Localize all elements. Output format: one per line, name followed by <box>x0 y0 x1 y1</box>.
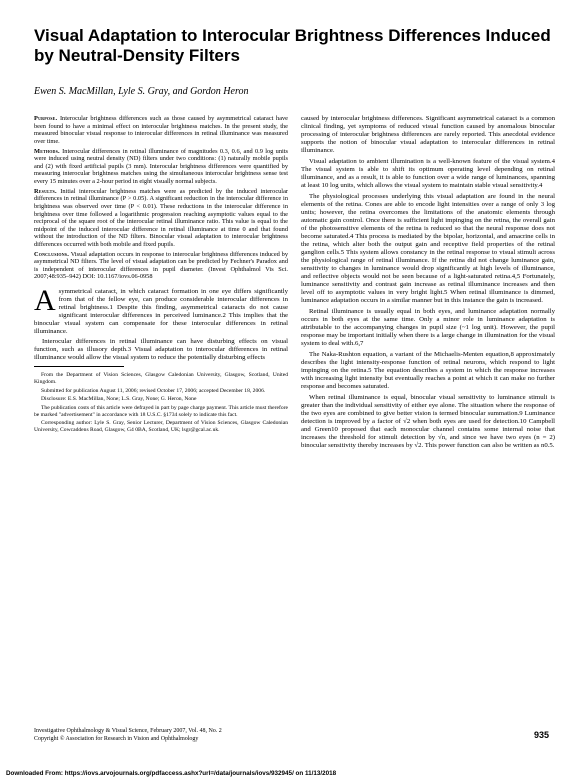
article-title: Visual Adaptation to Interocular Brightness Differences Induced by Neutral-Density Filters <box>34 26 551 65</box>
article-authors: Ewen S. MacMillan, Lyle S. Gray, and Gordon Heron <box>34 86 249 97</box>
footnote-divider <box>34 366 124 367</box>
body-paragraph-6: When retinal illuminance is equal, binocular visual sensitivity to luminance stimuli is greater than the individual sensitivity of either eye alone. The situation where the response of the two eyes are combined to give better vision is termed binocular summation.9 Luminance detection is improved by a factor of √2 when both eyes are used for detection.10 Campbell and Green10 proposed that each monocular channel contains some internal noise that increases the threshold for stimuli detection by √n, and since we have two eyes (n = 2) binocular sensitivity thereby increases by √2. This power function can also be written as n0.5. <box>301 393 555 449</box>
results-label: Results. <box>34 187 57 195</box>
body-paragraph-5: The Naka-Rushton equation, a variant of the Michaelis-Menten equation,8 approximately describes the light intensity-response function of retinal neurons, which respond to light impinging on the retina.5 The equation describes a system in which the response increases with increasing light intensity but eventually reaches a point at which it can make no further response and becomes saturated. <box>301 350 555 390</box>
body-paragraph-2: Visual adaptation to ambient illumination is a well-known feature of the visual system.4 The visual system is able to shift its optimum operating level depending on retinal illuminance, and as a result, it is able to function over a wide range of luminances, spanning at least 10 log units, which allows the visual system to maintain stable visual sensitivity.4 <box>301 157 555 189</box>
purpose-label: Purpose. <box>34 115 58 122</box>
intro-paragraph-2: Interocular differences in retinal illuminance can have disturbing effects on visual function, such as illusory depth.3 Visual adaptation to interocular differences in retinal illuminance would allow the visual system to reduce the potentially disturbing effects <box>34 338 288 362</box>
purpose-text: Interocular brightness differences such as those caused by asymmetrical cataract have been found to have a minimal effect on interocular brightness matches. In the present study, the measured binocular visual response to interocular differences in retinal illuminance was measured over time. <box>34 115 288 145</box>
conclusions-label: Conclusions. <box>34 250 70 258</box>
intro-paragraph-1 <box>34 283 288 336</box>
footnote-charges: The publication costs of this article were defrayed in part by page charge payment. This article must therefore be marked "advertisement" in accordance with 18 U.S.C. §1734 solely to indicate this fact. <box>34 404 288 418</box>
right-column <box>301 115 555 453</box>
journal-info <box>34 727 222 743</box>
footnote-affiliation: From the Department of Vision Sciences, Glasgow Caledonian University, Glasgow, Scotland, United Kingdom. <box>34 372 288 386</box>
body-paragraph-3: The physiological processes underlying this visual adaptation are found in the neural elements of the retina. Cones are able to encode light intensities over a range of only 3 log units; however, the retina overcomes the limitations of the anatomic elements through automatic gain control. Once there is sufficient light impinging on the retina, the overall gain of the photosensitive elements of the retina is reduced so that the neural response does not become saturated.4 This process is mediated by the bipolar, horizontal, and amacrine cells in the retina, which alter both the output gain and receptive field properties of the retinal ganglion cells.5 This system allows constancy in the retinal response to visual stimuli across the physiological range of retinal illuminance. If the retina did not change luminance gain, sensitivity to changes in luminance would drop significantly at high levels of illuminance, and reflective objects would not be seen because of a light-saturated retina.4,5 Fortunately, luminance sensitivity and contrast gain increase as retinal illuminance increases and then level off to asymptotic values in very bright light.5 When retinal illuminance is dimmed, luminance adaptation occurs in a similar manner but in this instance the gain is increased. <box>301 192 555 304</box>
footnote-corresponding: Corresponding author: Lyle S. Gray, Senior Lecturer, Department of Vision Sciences, Glasgow Caledonian University, Cowcaddens Road, Glasgow, G4 0BA, Scotland, UK; lsgr@gcal.ac.uk. <box>34 420 288 434</box>
page-number: 935 <box>533 730 549 740</box>
conclusions-text: Visual adaptation occurs in response to interocular brightness differences induced by asymmetrical ND filters. The level of visual adaptation can be predicted by Fechner's Paradox and is independent of interocular differences in pupil diameter. <box>34 250 288 273</box>
citation-text: (Invest Ophthalmol Vis Sci. 2007;48:935–942) DOI: 10.1167/iovs.06-0958 <box>34 265 288 281</box>
intro-paragraph-1-text: symmetrical cataract, in which cataract formation in one eye differs significantly from that of the fellow eye, can produce considerable interocular differences in retinal brightness.1 Despite this finding, asymmetrical cataracts do not cause significant interocular differences in perceived luminance.2 This implies that the binocular visual system can compensate for these interocular differences in retinal illuminance. <box>34 287 288 335</box>
footnote-submitted: Submitted for publication August 11, 2006; revised October 17, 2006; accepted December 18, 2006. <box>41 387 266 394</box>
abstract-conclusions <box>34 251 288 281</box>
body-paragraph-1: caused by interocular brightness differences. Significant asymmetrical cataract is a common clinical finding, yet symptoms of reduced visual function caused by anomalous binocular processing of interocular brightness differences are rarely reported. This anecdotal evidence supports the notion of binocular visual adaptation to interocular differences in retinal illuminance. <box>301 115 555 154</box>
journal-line-1: Investigative Ophthalmology & Visual Science, February 2007, Vol. 48, No. 2 <box>34 728 222 734</box>
methods-label: Methods. <box>34 147 60 155</box>
body-paragraph-4: Retinal illuminance is usually equal in both eyes, and luminance adaptation normally occurs in both eyes at the same time. Only a minor role in luminance adaptation is attributable to the accompanying changes in pupil size (~1 log unit). However, the pupil response may be important initially when there is a large change in illumination for the visual system to deal with.6,7 <box>301 307 555 347</box>
abstract-methods <box>34 148 288 186</box>
download-notice: Downloaded From: https://iovs.arvojournals.org/pdfaccess.ashx?url=/data/journals/iovs/932945/ on 11/13/2018 <box>6 770 337 777</box>
abstract-purpose <box>34 115 288 145</box>
results-text: Initial interocular brightness matches were as predicted by the induced interocular differences in retinal illuminance (P > 0.05). A significant reduction in the interocular difference in brightness was observed over time (P < 0.01). These reductions in the interocular difference in brightness over time followed a logarithmic progression reaching asymptotic values equal to the reciprocal of the square root of the interocular retinal illuminance ratio. This value is equal to the midpoint of the induced interocular difference in retinal illuminance at time 0 and that found without the introduction of the ND filters. Binocular visual adaptation to interocular brightness differences occurred with both mobile and fixed pupils. <box>34 187 288 248</box>
drop-cap: A <box>34 283 56 317</box>
journal-line-2: Copyright © Association for Research in Vision and Ophthalmology <box>34 736 199 742</box>
left-column <box>34 115 288 436</box>
introduction-text <box>34 283 288 363</box>
methods-text: Interocular differences in retinal illuminance of magnitudes 0.3, 0.6, and 0.9 log units were induced using neutral density (ND) filters under two conditions: (1) naturally mobile pupils and (2) with fixed artificial pupils (3 mm). Interocular brightness differences were quantified by measuring interocular brightness matches using the simultaneous interocular brightness sense test every 15 minutes over a 2-hour period in eight visually normal subjects. <box>34 147 288 185</box>
footnotes <box>34 372 288 434</box>
footnote-disclosure: Disclosure: E.S. MacMillan, None; L.S. Gray, None; G. Heron, None <box>41 396 197 403</box>
abstract-results <box>34 188 288 248</box>
